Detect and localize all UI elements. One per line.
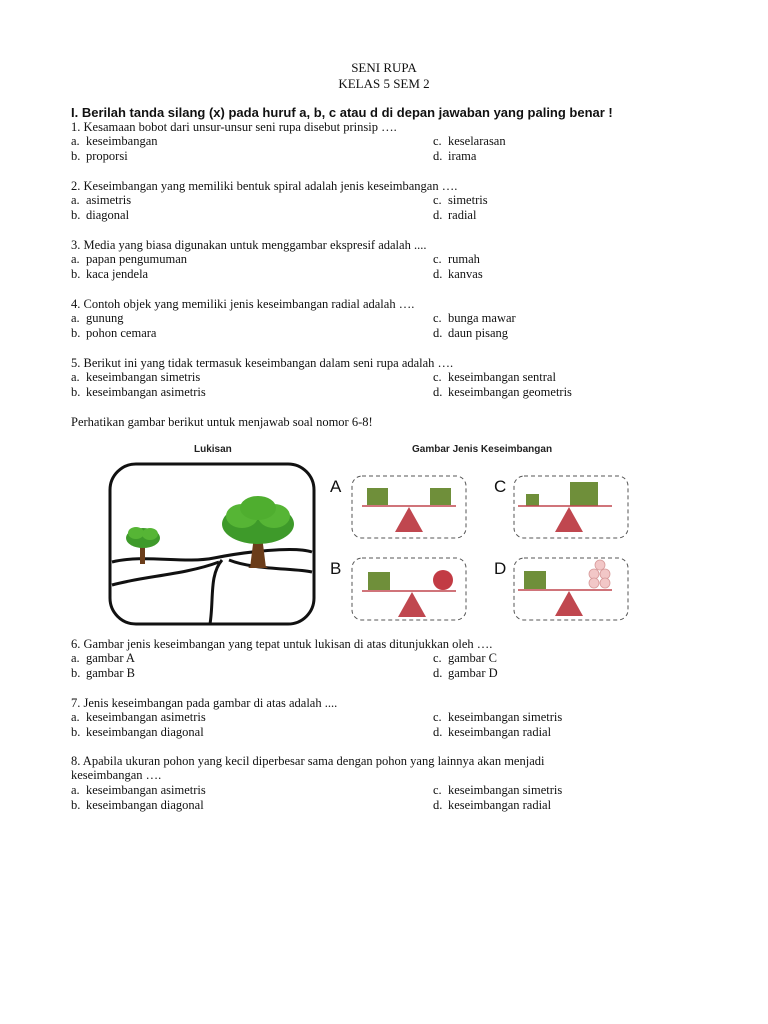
option-5b[interactable] bbox=[71, 385, 206, 400]
option-letter: b. bbox=[71, 385, 81, 399]
figure-right-label: Gambar Jenis Keseimbangan bbox=[412, 444, 553, 455]
option-letter: c. bbox=[433, 651, 442, 665]
option-letter: a. bbox=[71, 651, 80, 665]
option-letter: d. bbox=[433, 326, 443, 340]
option-text: keseimbangan asimetris bbox=[86, 783, 206, 797]
option-6d[interactable] bbox=[433, 666, 498, 681]
fulcrum-triangle bbox=[555, 507, 583, 532]
panel-a bbox=[352, 476, 466, 538]
option-letter: d. bbox=[433, 666, 443, 680]
option-text: gambar C bbox=[448, 651, 497, 665]
option-1b[interactable] bbox=[71, 149, 128, 164]
panel-d-letter: D bbox=[494, 559, 507, 578]
weight-square-small bbox=[526, 494, 539, 506]
option-letter: c. bbox=[433, 193, 442, 207]
fulcrum-triangle bbox=[555, 591, 583, 616]
weight-circle bbox=[433, 570, 453, 590]
option-5a[interactable] bbox=[71, 370, 200, 385]
option-text: keseimbangan geometris bbox=[448, 385, 572, 399]
option-letter: b. bbox=[71, 666, 81, 680]
page-subtitle: KELAS 5 SEM 2 bbox=[338, 76, 430, 91]
option-letter: d. bbox=[433, 725, 443, 739]
question-5: 5. Berikut ini yang tidak termasuk keseimbangan dalam seni rupa adalah …. bbox=[71, 356, 454, 370]
figure-left-label: Lukisan bbox=[194, 444, 232, 455]
option-2c[interactable] bbox=[433, 193, 488, 208]
panel-c bbox=[514, 476, 628, 538]
option-3c[interactable] bbox=[433, 252, 480, 267]
option-4c[interactable] bbox=[433, 311, 516, 326]
option-letter: a. bbox=[71, 783, 80, 797]
panel-c-letter: C bbox=[494, 477, 507, 496]
panel-a-letter: A bbox=[330, 477, 342, 496]
option-letter: d. bbox=[433, 208, 443, 222]
panel-d bbox=[514, 558, 628, 620]
weight-square bbox=[368, 572, 390, 590]
option-3d[interactable] bbox=[433, 267, 483, 282]
weight-square-large bbox=[570, 482, 598, 506]
option-1c[interactable] bbox=[433, 134, 506, 149]
option-letter: d. bbox=[433, 385, 443, 399]
page-title: SENI RUPA bbox=[351, 60, 417, 75]
option-text: keseimbangan bbox=[86, 134, 158, 148]
option-text: irama bbox=[448, 149, 477, 163]
figure-intro: Perhatikan gambar berikut untuk menjawab soal nomor 6-8! bbox=[71, 415, 373, 429]
option-text: keseimbangan diagonal bbox=[86, 725, 204, 739]
option-text: pohon cemara bbox=[86, 326, 157, 340]
question-8: 8. Apabila ukuran pohon yang kecil diperbesar sama dengan pohon yang lainnya akan menjadi bbox=[71, 754, 545, 768]
option-letter: c. bbox=[433, 134, 442, 148]
option-letter: c. bbox=[433, 783, 442, 797]
option-letter: c. bbox=[433, 311, 442, 325]
option-letter: b. bbox=[71, 725, 81, 739]
option-2b[interactable] bbox=[71, 208, 129, 223]
option-4b[interactable] bbox=[71, 326, 156, 341]
weight-square bbox=[524, 571, 546, 589]
question-6: 6. Gambar jenis keseimbangan yang tepat untuk lukisan di atas ditunjukkan oleh …. bbox=[71, 637, 493, 651]
option-4d[interactable] bbox=[433, 326, 508, 341]
option-3b[interactable] bbox=[71, 267, 148, 282]
option-6a[interactable] bbox=[71, 651, 135, 666]
option-text: gunung bbox=[86, 311, 124, 325]
option-7b[interactable] bbox=[71, 725, 204, 740]
option-letter: b. bbox=[71, 267, 81, 281]
option-text: keseimbangan simetris bbox=[448, 783, 563, 797]
question-7: 7. Jenis keseimbangan pada gambar di atas adalah .... bbox=[71, 696, 338, 710]
option-text: daun pisang bbox=[448, 326, 509, 340]
fulcrum-triangle bbox=[398, 592, 426, 617]
option-text: keseimbangan simetris bbox=[86, 370, 201, 384]
option-8b[interactable] bbox=[71, 798, 204, 813]
option-6b[interactable] bbox=[71, 666, 135, 681]
option-text: simetris bbox=[448, 193, 488, 207]
instruction: I. Berilah tanda silang (x) pada huruf a, b, c atau d di depan jawaban yang paling benar ! bbox=[71, 105, 613, 120]
question-4: 4. Contoh objek yang memiliki jenis keseimbangan radial adalah …. bbox=[71, 297, 415, 311]
option-1a[interactable] bbox=[71, 134, 158, 149]
option-5c[interactable] bbox=[433, 370, 556, 385]
option-letter: b. bbox=[71, 326, 81, 340]
option-text: diagonal bbox=[86, 208, 130, 222]
option-7a[interactable] bbox=[71, 710, 206, 725]
option-text: papan pengumuman bbox=[86, 252, 188, 266]
option-letter: a. bbox=[71, 193, 80, 207]
option-text: keselarasan bbox=[448, 134, 506, 148]
fulcrum-triangle bbox=[395, 507, 423, 532]
option-8d[interactable] bbox=[433, 798, 551, 813]
option-text: gambar D bbox=[448, 666, 498, 680]
option-4a[interactable] bbox=[71, 311, 124, 326]
weight-square-right bbox=[430, 488, 451, 505]
option-text: keseimbangan sentral bbox=[448, 370, 556, 384]
option-letter: d. bbox=[433, 267, 443, 281]
panel-b-letter: B bbox=[330, 559, 342, 578]
option-5d[interactable] bbox=[433, 385, 572, 400]
balance-figure bbox=[104, 440, 630, 630]
option-letter: a. bbox=[71, 710, 80, 724]
option-letter: b. bbox=[71, 798, 81, 812]
option-text: kanvas bbox=[448, 267, 483, 281]
option-letter: c. bbox=[433, 710, 442, 724]
option-2a[interactable] bbox=[71, 193, 131, 208]
question-2: 2. Keseimbangan yang memiliki bentuk spiral adalah jenis keseimbangan …. bbox=[71, 179, 458, 193]
option-letter: d. bbox=[433, 798, 443, 812]
weight-square-left bbox=[367, 488, 388, 505]
option-text: kaca jendela bbox=[86, 267, 149, 281]
question-1: 1. Kesamaan bobot dari unsur-unsur seni rupa disebut prinsip …. bbox=[71, 120, 397, 134]
option-text: keseimbangan radial bbox=[448, 798, 552, 812]
option-7c[interactable] bbox=[433, 710, 562, 725]
option-letter: d. bbox=[433, 149, 443, 163]
option-8c[interactable] bbox=[433, 783, 562, 798]
option-text: keseimbangan radial bbox=[448, 725, 552, 739]
option-text: rumah bbox=[448, 252, 480, 266]
option-text: asimetris bbox=[86, 193, 132, 207]
option-6c[interactable] bbox=[433, 651, 497, 666]
option-text: radial bbox=[448, 208, 477, 222]
option-text: keseimbangan diagonal bbox=[86, 798, 204, 812]
option-text: gambar B bbox=[86, 666, 135, 680]
option-letter: a. bbox=[71, 370, 80, 384]
option-letter: c. bbox=[433, 370, 442, 384]
option-letter: a. bbox=[71, 311, 80, 325]
option-text: proporsi bbox=[86, 149, 128, 163]
panel-b bbox=[352, 558, 466, 620]
option-letter: c. bbox=[433, 252, 442, 266]
option-letter: b. bbox=[71, 149, 81, 163]
option-letter: a. bbox=[71, 134, 80, 148]
option-7d[interactable] bbox=[433, 725, 551, 740]
option-8a[interactable] bbox=[71, 783, 206, 798]
question-8-continued: keseimbangan …. bbox=[71, 768, 162, 782]
option-text: keseimbangan simetris bbox=[448, 710, 563, 724]
option-text: bunga mawar bbox=[448, 311, 516, 325]
option-letter: a. bbox=[71, 252, 80, 266]
option-letter: b. bbox=[71, 208, 81, 222]
option-text: keseimbangan asimetris bbox=[86, 385, 206, 399]
option-3a[interactable] bbox=[71, 252, 187, 267]
option-text: gambar A bbox=[86, 651, 135, 665]
weight-circles-cluster bbox=[589, 560, 610, 588]
option-text: keseimbangan asimetris bbox=[86, 710, 206, 724]
question-3: 3. Media yang biasa digunakan untuk menggambar ekspresif adalah .... bbox=[71, 238, 427, 252]
painting bbox=[110, 464, 314, 624]
option-1d[interactable] bbox=[433, 149, 476, 164]
option-2d[interactable] bbox=[433, 208, 476, 223]
